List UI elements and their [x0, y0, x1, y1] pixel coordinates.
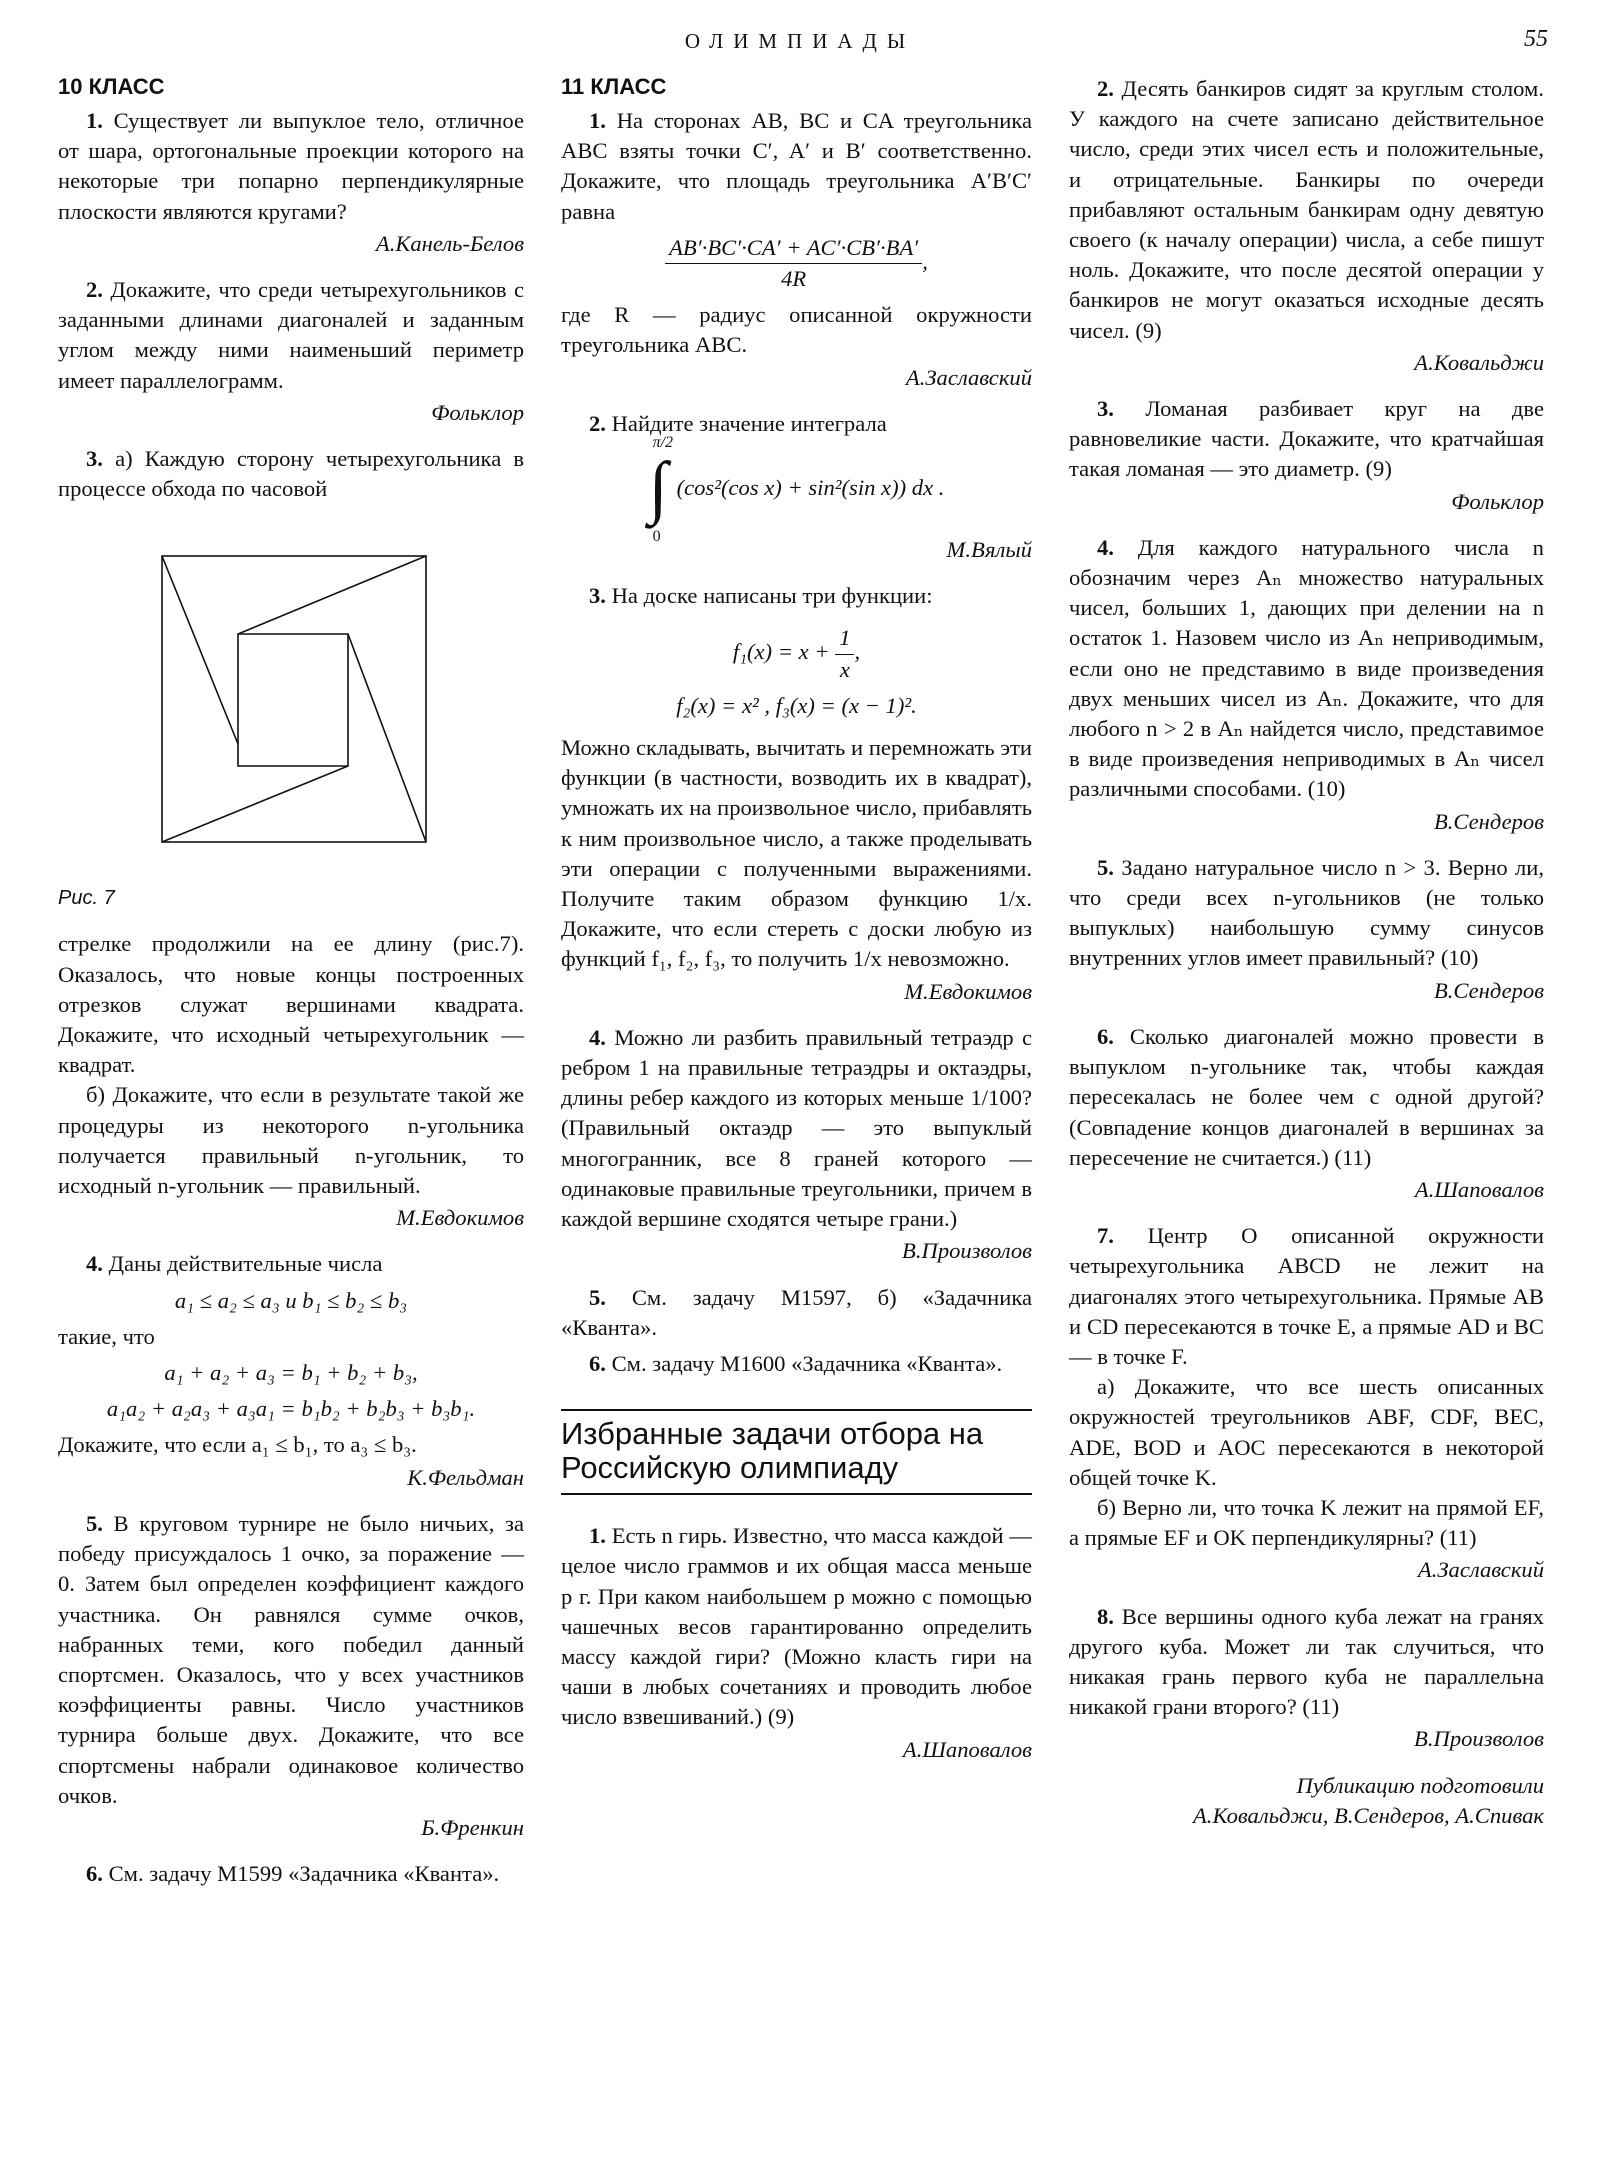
area-formula — [561, 233, 1032, 294]
fraction — [835, 623, 854, 684]
problem-text: Найдите значение интеграла — [611, 410, 887, 436]
problem-author: А.Шаповалов — [1414, 1176, 1544, 1202]
problem-text: Даны действительные числа — [108, 1251, 383, 1277]
problem-number: 6. — [86, 1861, 103, 1887]
problem-text: Все вершины одного куба лежат на гранях другого куба. Может ли так случиться, что никакая грань первого куба не параллельна никакой грани второго? (11) — [1069, 1603, 1544, 1720]
problem-11-2 — [561, 409, 1032, 439]
problem-number: 3. — [86, 446, 103, 472]
problem-text: Можно складывать, вычитать и перемножать эти функции (в частности, возводить их в квадрат), умножать их на произвольное число, прибавлять к ним произвольное число, а также проделывать эти операции с полученными выражениями. Получите таким образом функцию 1/x. Докажите, что если стереть с доски любую из функций f₁, f₂, f₃, то получить 1/x невозможно. — [561, 735, 1032, 972]
problem-text: а) Каждую сторону четырехугольника в процессе обхода по часовой — [58, 446, 524, 502]
problem-11-4 — [561, 1023, 1032, 1234]
problem-number: 4. — [589, 1024, 606, 1050]
formula-comma: , — [854, 639, 861, 665]
problem-author: А.Заславский — [1417, 1557, 1544, 1583]
problem-text: Задано натуральное число n > 3. Верно ли, что среди всех n-угольников (не только выпуклых) наибольшую сумму синусов внутренних углов имеет правильный? (10) — [1069, 854, 1544, 971]
problem-author: В.Сендеров — [1433, 977, 1544, 1003]
page-number: 55 — [1524, 26, 1548, 52]
problem-text: Центр O описанной окружности четырехугольника ABCD не лежит на диагоналях этого четырехугольника. Прямые AB и CD пересекаются в точке E, а прямые AD и BC — в точке F. — [1069, 1223, 1544, 1369]
fraction-numerator: 1 — [835, 623, 854, 654]
problem-11-3 — [561, 581, 1032, 611]
fraction-numerator: AB′·BC′·CA′ + AC′·CB′·BA′ — [665, 233, 922, 264]
column-11-class — [561, 74, 1032, 1781]
problem-text: Существует ли выпуклое тело, отличное от шара, ортогональные проекции которого на некоторые три попарно перпендикулярные плоскости являются кругами? — [58, 108, 524, 224]
problem-author: К.Фельдман — [407, 1464, 524, 1490]
problem-11-1 — [561, 106, 1032, 227]
problem-author: Фольклор — [431, 399, 524, 425]
formula-inequalities: a₁ ≤ a₂ ≤ a₃ и b₁ ≤ b₂ ≤ b₃ — [174, 1287, 408, 1313]
figure-7 — [58, 554, 524, 910]
problem-author: В.Произволов — [902, 1238, 1032, 1264]
publication-authors: А.Ковальджи, В.Сендеров, А.Спивак — [1193, 1802, 1544, 1828]
publication-credit: Публикацию подготовили — [1296, 1772, 1544, 1798]
problem-number: 1. — [589, 1523, 606, 1549]
problem-text: Докажите, что если a₁ ≤ b₁, то a₃ ≤ b₃. — [58, 1432, 417, 1458]
problem-number: 5. — [589, 1284, 606, 1310]
problem-11-6 — [561, 1349, 1032, 1379]
problem-text: См. задачу М1599 «Задачника «Кванта». — [108, 1861, 500, 1887]
problem-text: Есть n гирь. Известно, что масса каждой — целое число граммов и их общая масса меньше p г. При каком наибольшем p можно с помощью чашечных весов гарантированно определить массу каждой гири? (Можно класть гири на чаши в любых сочетаниях и проводить любое число взвешиваний.) (9) — [561, 1523, 1032, 1730]
f1-lhs: f₁(x) = x + — [732, 639, 830, 665]
problem-text: На доске написаны три функции: — [611, 583, 933, 609]
problem-number: 5. — [86, 1510, 103, 1536]
problem-text: Ломаная разбивает круг на две равновеликие части. Докажите, что кратчайшая такая ломаная — это диаметр. (9) — [1069, 396, 1544, 482]
problem-number: 4. — [86, 1251, 103, 1277]
problem-number: 2. — [1097, 76, 1114, 101]
fraction-denominator: 4R — [781, 266, 807, 292]
selection-problem-5 — [1069, 853, 1544, 974]
problem-text: На сторонах AB, BC и CA треугольника ABC взяты точки C′, A′ и B′ соответственно. Докажите, что площадь треугольника A′B′C′ равна — [561, 108, 1033, 224]
square-quadrilateral-diagram — [160, 554, 428, 844]
page-header — [0, 26, 1600, 56]
problem-text: Можно ли разбить правильный тетраэдр с ребром 1 на правильные тетраэдры и октаэдры, длины ребер каждого из которых меньше 1/100? (Правильный октаэдр — это выпуклый многогранник, все 8 граней которого — одинаковые правильные треугольники, причем в каждой вершине сходятся четыре грани.) — [561, 1024, 1032, 1232]
selection-problem-1 — [561, 1521, 1032, 1732]
integral-symbol-icon: ∫ — [648, 449, 668, 527]
integral-lower-limit: 0 — [652, 528, 661, 546]
problem-author: М.Евдокимов — [904, 978, 1032, 1004]
selection-problem-3 — [1069, 394, 1544, 485]
problem-number: 4. — [1097, 534, 1114, 560]
class-10-heading: 10 КЛАСС — [58, 74, 165, 99]
problem-text: См. задачу М1600 «Задачника «Кванта». — [611, 1350, 1003, 1376]
formula-f2-f3: f₂(x) = x² , f₃(x) = (x − 1)². — [676, 692, 917, 718]
problem-number: 2. — [589, 410, 606, 436]
problem-text: Десять банкиров сидят за круглым столом. У каждого на счете записано действительное число, среди этих чисел есть и положительные, и отрицательные. Банкиры по очереди прибавляют остальным банкирам одну девятую своего (к началу операции) числа, а себе пишут ноль. Докажите, что после десятой операции у банкиров не могут оказаться исходные десять чисел. (9) — [1069, 76, 1544, 343]
problem-author: М.Евдокимов — [396, 1205, 524, 1231]
problem-text: См. задачу М1597, б) «Задачника «Кванта». — [561, 1284, 1032, 1340]
selection-problem-7a: а) Докажите, что все шесть описанных окружностей треугольников ABF, CDF, BEC, ADE, BOD и AOC пересекаются в некоторой общей точке K. — [1069, 1374, 1544, 1490]
problem-10-5 — [58, 1509, 524, 1811]
selection-problem-6 — [1069, 1022, 1544, 1173]
problem-author: А.Заславский — [905, 364, 1032, 390]
problem-text: В круговом турнире не было ничьих, за победу присуждалось 1 очко, за поражение — 0. Затем был определен коэффициент каждого участника. Он равнялся сумме очков, набранных теми, кого победил данный спортсмен. Оказалось, что у всех участников коэффициенты равны. Число участников турнира больше двух. Докажите, что все спортсмены набрали одинаковое количество очков. — [58, 1510, 524, 1808]
figure-caption: Рис. 7 — [58, 887, 115, 910]
problem-author: А.Ковальджи — [1414, 349, 1544, 375]
column-selection-problems — [1069, 74, 1544, 1831]
integral-formula — [561, 434, 1032, 546]
problem-author: Б.Френкин — [421, 1814, 524, 1840]
integral-sign — [648, 434, 677, 546]
formula-f1 — [561, 623, 1032, 684]
problem-10-3 — [58, 444, 524, 504]
problem-10-3b: б) Докажите, что если в результате такой же процедуры из некоторого n-угольника получается правильный n-угольник, то исходный n-угольник — правильный. — [58, 1082, 524, 1199]
problem-10-4 — [58, 1249, 524, 1279]
problem-number: 3. — [589, 583, 606, 609]
problem-text: где R — радиус описанной окружности треугольника ABC. — [561, 302, 1032, 358]
problem-text: Сколько диагоналей можно провести в выпуклом n-угольнике так, чтобы каждая пересекалась не более чем с одной другой? (Совпадение концов диагоналей в вершинах за пересечение не считается.) (11) — [1069, 1023, 1544, 1170]
problem-author: В.Произволов — [1414, 1726, 1544, 1752]
problem-number: 5. — [1097, 854, 1114, 880]
formula-sum-equality: a₁ + a₂ + a₃ = b₁ + b₂ + b₃, — [164, 1360, 418, 1386]
problem-author: М.Вялый — [946, 537, 1032, 563]
selection-problem-2 — [1069, 74, 1544, 346]
problem-10-1 — [58, 106, 524, 227]
selection-problem-7 — [1069, 1221, 1544, 1372]
problem-author: А.Шаповалов — [902, 1736, 1032, 1762]
problem-11-5 — [561, 1283, 1032, 1343]
problem-10-3a-continued: стрелке продолжили на ее длину (рис.7). Оказалось, что новые концы построенных отрезков служат вершинами квадрата. Докажите, что исходный четырехугольник — квадрат. — [58, 931, 524, 1078]
problem-number: 2. — [86, 277, 103, 303]
class-11-heading: 11 КЛАСС — [561, 74, 667, 99]
fraction-denominator: x — [839, 656, 850, 682]
problem-number: 1. — [86, 108, 103, 133]
problem-author: А.Канель-Белов — [375, 230, 524, 256]
selection-problem-4 — [1069, 533, 1544, 805]
problem-number: 3. — [1097, 396, 1114, 422]
problem-number: 7. — [1097, 1223, 1114, 1249]
integrand: (cos²(cos x) + sin²(sin x)) dx . — [676, 474, 945, 500]
selection-problem-7b: б) Верно ли, что точка K лежит на прямой EF, а прямые EF и OK перпендикулярны? (11) — [1069, 1494, 1544, 1551]
problem-text: Докажите, что среди четырехугольников с заданными длинами диагоналей и заданным углом между ними наименьший периметр имеет параллелограмм. — [58, 277, 524, 393]
integral-upper-limit: π/2 — [652, 434, 674, 452]
selection-problem-8 — [1069, 1602, 1544, 1723]
problem-number: 1. — [589, 108, 606, 133]
formula-comma: , — [922, 248, 928, 274]
section-header-title: ОЛИМПИАДЫ — [684, 29, 916, 53]
problem-number: 6. — [589, 1350, 606, 1376]
problem-author: В.Сендеров — [1433, 808, 1544, 834]
problem-number: 6. — [1097, 1023, 1114, 1049]
column-10-class — [58, 74, 524, 1889]
problem-author: Фольклор — [1451, 488, 1544, 514]
problem-10-2 — [58, 275, 524, 396]
problem-number: 8. — [1097, 1603, 1114, 1629]
problem-text: Для каждого натурального числа n обозначим через Aₙ множество натуральных чисел, больших 1, дающих при делении на n остаток 1. Назовем число из Aₙ неприводимым, если оно не представимо в виде произведения двух меньших чисел из Aₙ. Докажите, что для любого n > 2 в Aₙ найдется число, представимое в виде произведения неприводимых в Aₙ чисел различными способами. (10) — [1069, 534, 1544, 802]
problem-text: такие, что — [58, 1323, 155, 1349]
section-title: Избранные задачи отбора на Российскую олимпиаду — [561, 1409, 1032, 1495]
fraction — [665, 233, 922, 294]
formula-product-equality: a₁a₂ + a₂a₃ + a₃a₁ = b₁b₂ + b₂b₃ + b₃b₁. — [106, 1396, 476, 1422]
problem-10-6 — [58, 1859, 524, 1889]
